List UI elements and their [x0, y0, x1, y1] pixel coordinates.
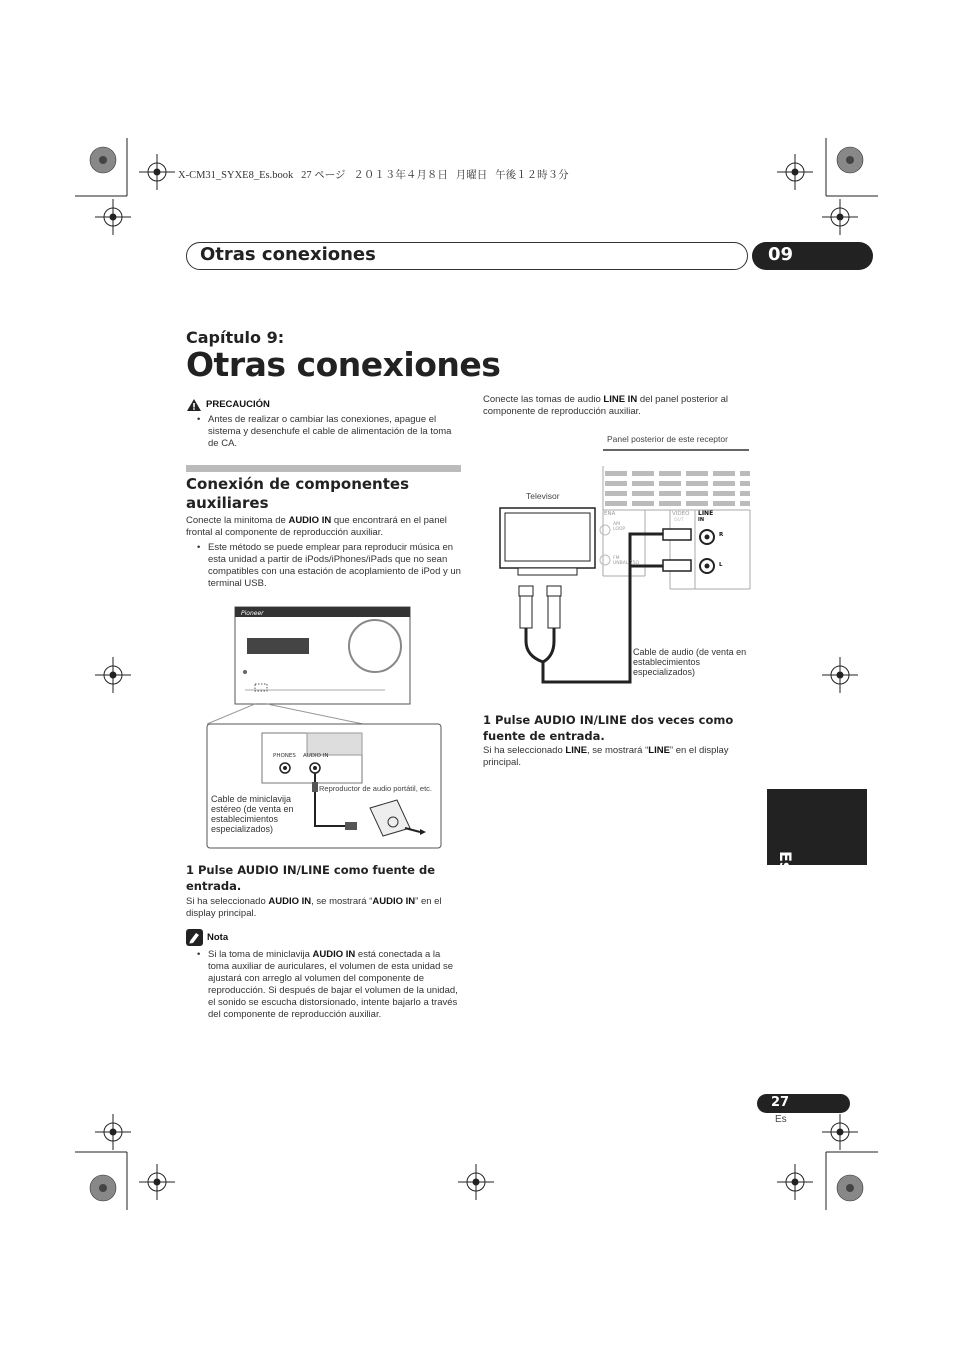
- ant-label: ENA: [604, 511, 616, 517]
- warning-icon: [186, 398, 202, 412]
- channel-r: R: [719, 532, 724, 538]
- intro-text-end: que encontrará en el panel frontal al componente de reproducción auxiliar.: [186, 515, 447, 538]
- note-item: • Si la toma de miniclavija AUDIO IN está conectada a la toma auxiliar de auriculares, el volumen de esta unidad se ajustará con arreglo al volumen del componente de reproducción. Si después de bajar el volumen de la unidad, el sonido se escucha distorsionado, intente bajarlo a través del componente de reproducción auxiliar.: [186, 949, 461, 1021]
- chapter-number-badge: 09: [752, 242, 873, 270]
- step-heading-right: 1 Pulse AUDIO IN/LINE dos veces como fuente de entrada.: [483, 713, 734, 743]
- line-in-label: LINE: [698, 510, 714, 517]
- caution-heading: PRECAUCIÓN: [206, 399, 270, 410]
- section-bullet: • Este método se puede emplear para reproducir música en esta unidad a partir de iPods/iPhones/iPads que no sean compatibles con una estación de acoplamiento de iPod y un terminal USB.: [186, 542, 461, 590]
- page-number: 27: [757, 1094, 850, 1113]
- player-label: Reproductor de audio portátil, etc.: [319, 784, 432, 793]
- step-heading-left: 1 Pulse AUDIO IN/LINE como fuente de entrada.: [186, 863, 436, 893]
- video-out-label: VIDEO: [672, 511, 690, 517]
- tv-label: Televisor: [526, 491, 560, 501]
- right-intro: Conecte las tomas de audio LINE IN del panel posterior al componente de reproducción auxiliar.: [483, 394, 729, 417]
- step-text-left: Si ha seleccionado AUDIO IN, se mostrará “AUDIO IN” en el display principal.: [186, 896, 442, 919]
- section-divider: [186, 465, 461, 472]
- audio-in-label: AUDIO IN: [303, 753, 329, 759]
- print-header: X-CM31_SYXE8_Es.book 27 ページ ２０１３年４月８日 月曜日 午後１２時３分: [178, 170, 569, 181]
- language-tab: [767, 789, 867, 922]
- note-heading: Nota: [207, 932, 229, 943]
- svg-text:Pioneer: Pioneer: [241, 610, 264, 617]
- section-intro: [186, 515, 461, 539]
- audio-cable-label: Cable de audio (de venta en establecimientos especializados): [633, 647, 747, 677]
- mini-cable-label: Cable de miniclavija estéreo (de venta en establecimientos especializados): [211, 794, 294, 834]
- page-title: Otras conexiones: [186, 345, 501, 384]
- section-heading: Conexión de componentes auxiliares: [186, 475, 409, 512]
- language-tab-label: Español: [776, 851, 795, 922]
- note-icon: [186, 929, 203, 946]
- rear-panel-label: Panel posterior de este receptor: [607, 434, 728, 444]
- page-language: Es: [775, 1114, 787, 1125]
- caution-item: • Antes de realizar o cambiar las conexiones, apague el sistema y desenchufe el cable de alimentación de la toma de CA.: [186, 414, 461, 450]
- video-out-label-2: OUT: [674, 518, 684, 523]
- intro-bold: AUDIO IN: [288, 515, 332, 526]
- intro-text: Conecte la minitoma de: [186, 515, 289, 526]
- am-loop-label: AM LOOP: [613, 522, 626, 532]
- header-title: Otras conexiones: [200, 244, 376, 265]
- step-text-right: Si ha seleccionado LINE, se mostrará “LINE” en el display principal.: [483, 745, 729, 768]
- chapter-label: Capítulo 9:: [186, 328, 285, 347]
- fm-label: FM UNBAL 75Ω: [613, 556, 639, 566]
- line-in-label-2: IN: [698, 517, 705, 523]
- channel-l: L: [719, 562, 723, 568]
- phones-label: PHONES: [273, 753, 296, 759]
